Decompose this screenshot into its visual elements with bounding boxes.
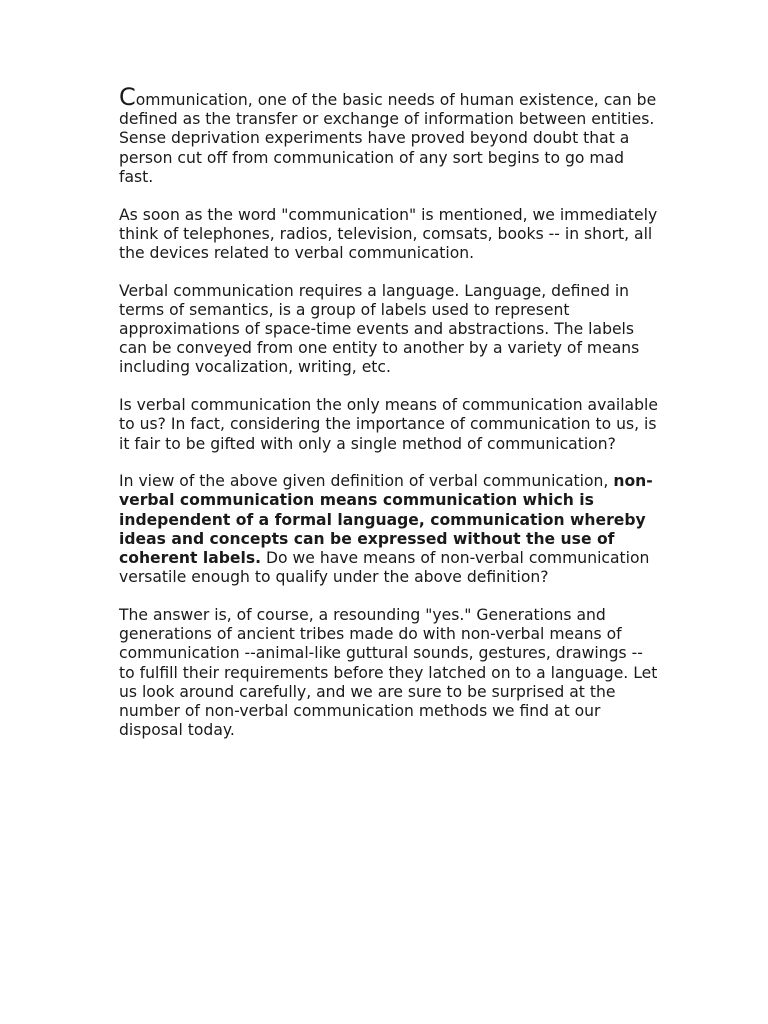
paragraph-1 xyxy=(119,83,659,187)
paragraph-4: Is verbal communication the only means of communication available to us? In fact, considering the importance of communication to us, is it fair to be gifted with only a single method of communication? xyxy=(119,396,658,453)
paragraph-6: The answer is, of course, a resounding "yes." Generations and generations of ancient tribes made do with non-verbal means of communication --animal-like guttural sounds, gestures, drawings -- to fulfill their requirements before they latched on to a language. Let us look around carefully, and we are sure to be surprised at the number of non-verbal communication methods we find at our disposal today. xyxy=(119,605,658,740)
drop-cap: C xyxy=(119,83,136,111)
paragraph-1-text: ommunication, one of the basic needs of human existence, can be defined as the transfer or exchange of information between entities. Sense deprivation experiments have proved beyond doubt that a person cut off from communication of any sort begins to go mad fast. xyxy=(119,91,657,186)
paragraph-5-definition: non-verbal communication means communication which is independent of a formal language, communication whereby ideas and concepts can be expressed without the use of coherent labels. xyxy=(119,472,653,568)
document-body xyxy=(119,83,659,759)
paragraph-3: Verbal communication requires a language. Language, defined in terms of semantics, is a group of labels used to represent approximations of space-time events and abstractions. The labels can be conveyed from one entity to another by a variety of means including vocalization, writing, etc. xyxy=(119,281,640,377)
paragraph-5 xyxy=(119,472,659,587)
paragraph-5-rest: Do we have means of non-verbal communication versatile enough to qualify under the above definition? xyxy=(119,549,650,587)
paragraph-2: As soon as the word "communication" is mentioned, we immediately think of telephones, radios, television, comsats, books -- in short, all the devices related to verbal communication. xyxy=(119,205,658,262)
paragraph-5-intro: In view of the above given definition of verbal communication, xyxy=(119,472,614,491)
